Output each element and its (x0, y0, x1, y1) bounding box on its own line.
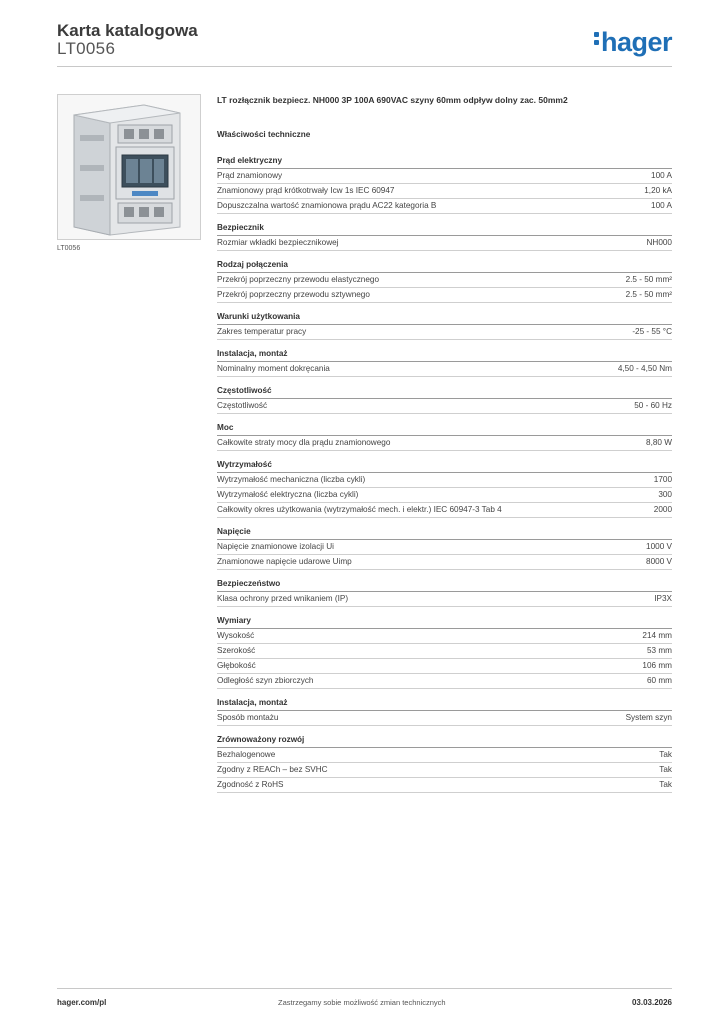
spec-label: Całkowite straty mocy dla prądu znamionowego (217, 438, 391, 447)
product-code: LT0056 (57, 39, 116, 58)
spec-value: 1,20 kA (644, 186, 672, 195)
spec-row (217, 540, 672, 555)
spec-row (217, 555, 672, 570)
section-title: Właściwości techniczne (217, 130, 311, 139)
image-caption: LT0056 (57, 245, 81, 252)
spec-row (217, 763, 672, 778)
spec-label: Głębokość (217, 661, 256, 670)
spec-label: Przekrój poprzeczny przewodu elastycznego (217, 275, 380, 284)
spec-value: Tak (659, 750, 672, 759)
spec-group-title: Wytrzymałość (217, 458, 672, 473)
spec-group (217, 733, 672, 793)
spec-group (217, 577, 672, 607)
spec-label: Zgodność z RoHS (217, 780, 284, 789)
spec-value: 8,80 W (646, 438, 672, 447)
spec-group-title: Rodzaj połączenia (217, 258, 672, 273)
spec-row (217, 711, 672, 726)
spec-row (217, 184, 672, 199)
spec-group (217, 614, 672, 689)
spec-row (217, 362, 672, 377)
spec-label: Wytrzymałość mechaniczna (liczba cykli) (217, 475, 366, 484)
page-title: Karta katalogowa (57, 21, 198, 40)
spec-group-title: Warunki użytkowania (217, 310, 672, 325)
spec-value: 2.5 - 50 mm² (625, 275, 672, 284)
spec-label: Szerokość (217, 646, 256, 655)
footer-note: Zastrzegamy sobie możliwość zmian technicznych (278, 998, 446, 1007)
footer-divider (57, 988, 672, 989)
spec-value: 300 (658, 490, 672, 499)
spec-group-title: Wymiary (217, 614, 672, 629)
spec-row (217, 236, 672, 251)
spec-label: Wytrzymałość elektryczna (liczba cykli) (217, 490, 359, 499)
spec-value: System szyn (625, 713, 672, 722)
spec-value: 1000 V (646, 542, 672, 551)
spec-value: 106 mm (642, 661, 672, 670)
footer-date: 03.03.2026 (631, 998, 672, 1007)
spec-group (217, 421, 672, 451)
hager-logo (594, 28, 672, 56)
spec-row (217, 436, 672, 451)
product-description: LT rozłącznik bezpiecz. NH000 3P 100A 690VAC szyny 60mm odpływ dolny zac. 50mm2 (217, 95, 568, 105)
spec-label: Odległość szyn zbiorczych (217, 676, 314, 685)
header-divider (57, 66, 672, 67)
spec-group (217, 258, 672, 303)
spec-row (217, 199, 672, 214)
spec-label: Klasa ochrony przed wnikaniem (IP) (217, 594, 349, 603)
spec-row (217, 325, 672, 340)
spec-label: Całkowity okres użytkowania (wytrzymałość mech. i elektr.) IEC 60947-3 Tab 4 (217, 505, 502, 514)
spec-row (217, 288, 672, 303)
spec-value: 2.5 - 50 mm² (625, 290, 672, 299)
spec-label: Napięcie znamionowe izolacji Ui (217, 542, 334, 551)
spec-value: 1700 (653, 475, 672, 484)
spec-label: Zakres temperatur pracy (217, 327, 307, 336)
spec-group (217, 525, 672, 570)
spec-group-title: Bezpiecznik (217, 221, 672, 236)
spec-value: -25 - 55 °C (632, 327, 672, 336)
spec-value: 4,50 - 4,50 Nm (617, 364, 672, 373)
spec-row (217, 674, 672, 689)
spec-group (217, 154, 672, 214)
spec-group (217, 384, 672, 414)
product-image (57, 94, 201, 240)
spec-label: Sposób montażu (217, 713, 279, 722)
spec-label: Nominalny moment dokręcania (217, 364, 330, 373)
spec-group-title: Instalacja, montaż (217, 347, 672, 362)
spec-row (217, 629, 672, 644)
spec-row (217, 748, 672, 763)
spec-row (217, 778, 672, 793)
fuse-switch-disconnector-icon (58, 95, 200, 239)
spec-group-title: Zrównoważony rozwój (217, 733, 672, 748)
spec-label: Bezhalogenowe (217, 750, 276, 759)
spec-value: Tak (659, 780, 672, 789)
spec-value: 100 A (651, 201, 672, 210)
spec-group (217, 347, 672, 377)
spec-row (217, 592, 672, 607)
spec-group-title: Częstotliwość (217, 384, 672, 399)
spec-value: 214 mm (642, 631, 672, 640)
footer-website[interactable]: hager.com/pl (57, 998, 107, 1007)
spec-group-title: Instalacja, montaż (217, 696, 672, 711)
spec-label: Częstotliwość (217, 401, 268, 410)
spec-row (217, 659, 672, 674)
spec-value: 2000 (653, 505, 672, 514)
spec-row (217, 473, 672, 488)
spec-group (217, 221, 672, 251)
spec-label: Zgodny z REACh – bez SVHC (217, 765, 328, 774)
spec-group-title: Napięcie (217, 525, 672, 540)
spec-label: Przekrój poprzeczny przewodu sztywnego (217, 290, 370, 299)
spec-label: Wysokość (217, 631, 255, 640)
spec-label: Prąd znamionowy (217, 171, 283, 180)
spec-value: IP3X (654, 594, 672, 603)
spec-group-title: Moc (217, 421, 672, 436)
spec-value: Tak (659, 765, 672, 774)
spec-row (217, 503, 672, 518)
spec-value: 53 mm (646, 646, 672, 655)
spec-value: 50 - 60 Hz (634, 401, 672, 410)
spec-value: 100 A (651, 171, 672, 180)
spec-group (217, 696, 672, 726)
spec-group-title: Prąd elektryczny (217, 154, 672, 169)
spec-row (217, 488, 672, 503)
spec-row (217, 644, 672, 659)
spec-row (217, 399, 672, 414)
spec-value: NH000 (646, 238, 672, 247)
logo-dots-icon (594, 28, 600, 48)
spec-value: 60 mm (646, 676, 672, 685)
spec-row (217, 273, 672, 288)
spec-label: Znamionowe napięcie udarowe Uimp (217, 557, 352, 566)
spec-label: Rozmiar wkładki bezpiecznikowej (217, 238, 339, 247)
spec-row (217, 169, 672, 184)
spec-value: 8000 V (646, 557, 672, 566)
spec-groups (217, 154, 672, 793)
logo-text: hager (601, 27, 673, 57)
spec-label: Znamionowy prąd krótkotrwały Icw 1s IEC 60947 (217, 186, 395, 195)
spec-group (217, 310, 672, 340)
spec-label: Dopuszczalna wartość znamionowa prądu AC22 kategoria B (217, 201, 437, 210)
spec-group-title: Bezpieczeństwo (217, 577, 672, 592)
specification-content (217, 95, 672, 800)
spec-group (217, 458, 672, 518)
